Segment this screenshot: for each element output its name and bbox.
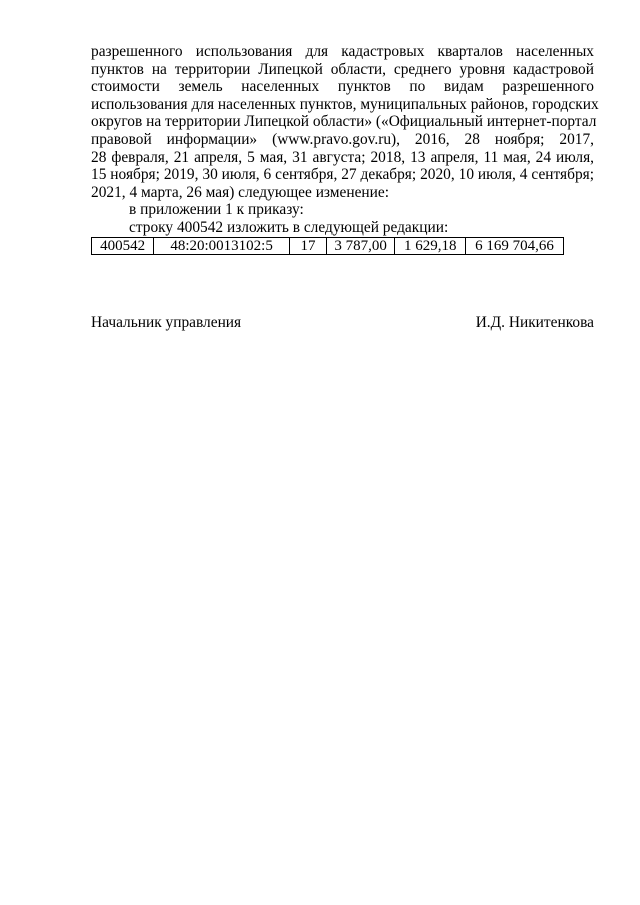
paragraph-line: правовой информации» (www.pravo.gov.ru), 2016, 28 ноября; 2017, [91,130,594,148]
signature-block [91,314,594,332]
paragraph-line: пунктов на территории Липецкой области, среднего уровня кадастровой [91,60,594,78]
paragraph-line: 2021, 4 марта, 26 мая) следующее изменение: [91,183,390,201]
table-cell-cadastral-number: 48:20:0013102:5 [154,237,290,254]
table-row [92,237,564,254]
table-cell-unit-value: 1 629,18 [395,237,466,254]
table-cell-area: 3 787,00 [326,237,394,254]
document-body [91,43,599,255]
amendment-paragraph [91,43,599,201]
paragraph-line: использования для населенных пунктов, муниципальных районов, городских [91,95,599,113]
paragraph-line: разрешенного использования для кадастровых кварталов населенных [91,43,594,60]
instruction-appendix: в приложении 1 к приказу: [129,201,304,219]
signatory-position: Начальник управления [91,314,242,331]
table-cell-row-number: 400542 [92,237,154,254]
instruction-row: строку 400542 изложить в следующей редакции: [129,218,449,236]
cadastral-table [91,237,564,255]
table-cell-code: 17 [290,237,327,254]
paragraph-line: стоимости земель населенных пунктов по видам разрешенного [91,78,594,96]
paragraph-line: 28 февраля, 21 апреля, 5 мая, 31 августа; 2018, 13 апреля, 11 мая, 24 июля, [91,148,594,166]
table-cell-cadastral-value: 6 169 704,66 [465,237,563,254]
signatory-name: И.Д. Никитенкова [475,314,594,331]
paragraph-line: округов на территории Липецкой области» («Официальный интернет-портал [91,113,597,131]
paragraph-line: 15 ноября; 2019, 30 июля, 6 сентября, 27 декабря; 2020, 10 июля, 4 сентября; [91,166,594,184]
